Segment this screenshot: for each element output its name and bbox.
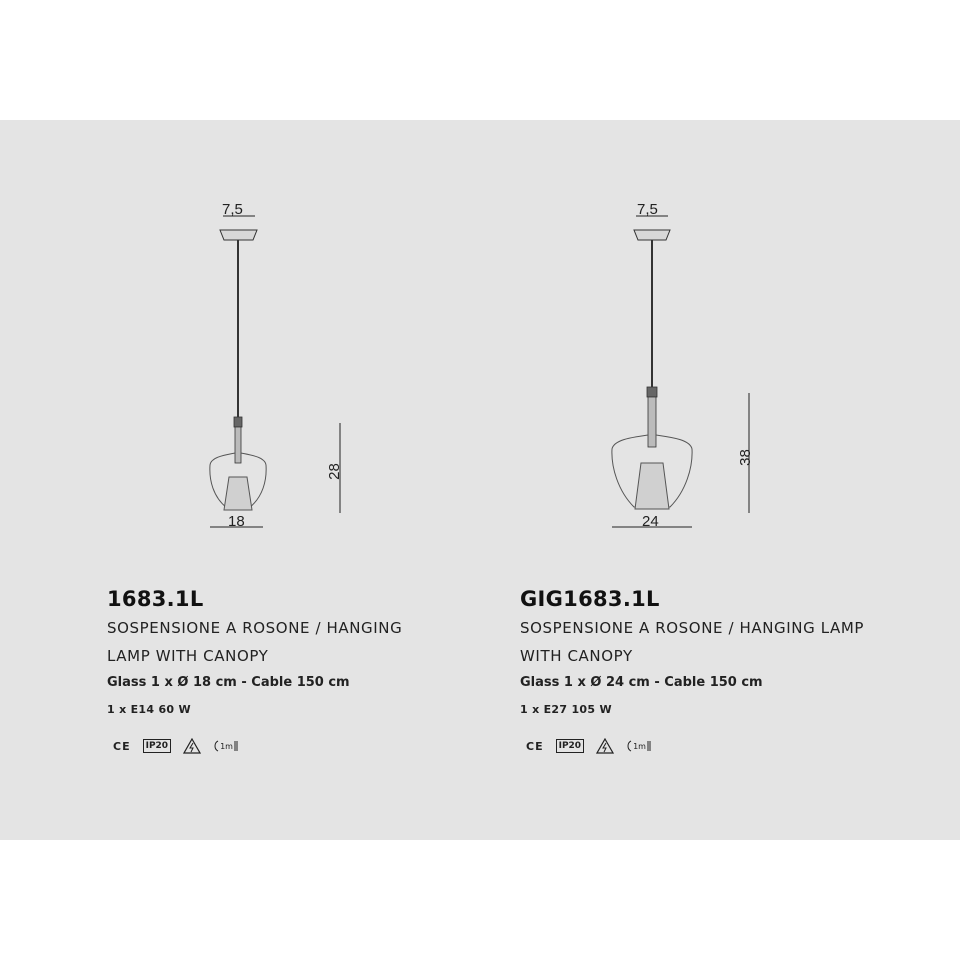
width-dimension: 24 [642, 513, 659, 530]
certification-symbols [113, 738, 239, 754]
glass-spec: Glass 1 x Ø 18 cm - Cable 150 cm [107, 675, 350, 690]
height-dimension: 38 [736, 449, 754, 466]
product-description [520, 614, 864, 670]
distance-label: 1m [633, 741, 646, 751]
min-distance-icon [213, 740, 239, 752]
description-line: LAMP WITH CANOPY [107, 647, 269, 665]
electrical-warning-icon [183, 738, 201, 754]
description-line: SOSPENSIONE A ROSONE / HANGING LAMP [520, 619, 865, 637]
product-code: 1683.1L [107, 587, 204, 611]
height-dimension: 28 [325, 463, 343, 480]
ce-mark-icon: CE [526, 739, 544, 753]
ip-rating-badge: IP20 [556, 739, 584, 753]
product-code: GIG1683.1L [520, 587, 660, 611]
certification-symbols [526, 738, 652, 754]
width-dimension: 18 [228, 513, 245, 530]
canopy-dimension: 7,5 [637, 201, 658, 218]
ip-rating-badge: IP20 [143, 739, 171, 753]
lamp-drawing-small [195, 195, 365, 540]
distance-label: 1m [220, 741, 233, 751]
ce-mark-icon: CE [113, 739, 131, 753]
electrical-warning-icon [596, 738, 614, 754]
min-distance-icon [626, 740, 652, 752]
description-line: WITH CANOPY [520, 647, 633, 665]
product-description [107, 614, 402, 670]
glass-spec: Glass 1 x Ø 24 cm - Cable 150 cm [520, 675, 763, 690]
bulb-spec: 1 x E14 60 W [107, 703, 191, 716]
bulb-spec: 1 x E27 105 W [520, 703, 612, 716]
lamp-drawing-large [600, 195, 780, 540]
description-line: SOSPENSIONE A ROSONE / HANGING [107, 619, 403, 637]
canopy-dimension: 7,5 [222, 201, 243, 218]
product-sheet-panel [0, 120, 960, 840]
